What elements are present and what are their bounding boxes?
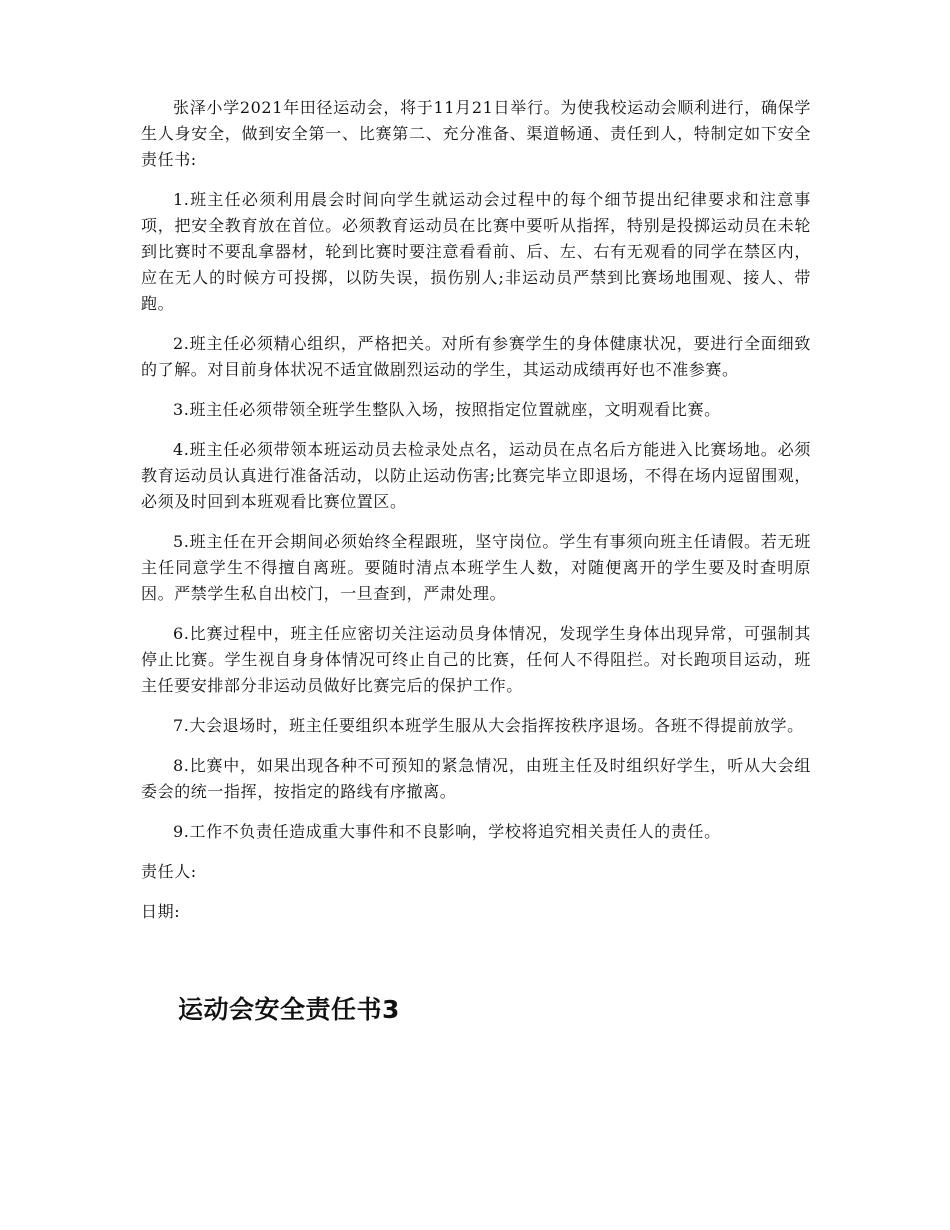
intro-paragraph: 张泽小学2021年田径运动会，将于11月21日举行。为使我校运动会顺利进行，确保学生人身安全，做到安全第一、比赛第二、充分准备、渠道畅通、责任到人，特制定如下安全责任书: — [141, 98, 811, 169]
item-7-paragraph: 7.大会退场时，班主任要组织本班学生服从大会指挥按秩序退场。各班不得提前放学。 — [173, 716, 804, 735]
document-body — [141, 95, 811, 939]
item-9-paragraph: 9.工作不负责任造成重大事件和不良影响，学校将追究相关责任人的责任。 — [173, 822, 721, 841]
date-label: 日期: — [141, 902, 181, 921]
item-4-paragraph: 4.班主任必须带领本班运动员去检录处点名，运动员在点名后方能进入比赛场地。必须教育运动员认真进行准备活动，以防止运动伤害;比赛完毕立即退场，不得在场内逗留围观，必须及时回到本班观看比赛位置区。 — [141, 440, 811, 511]
item-6-paragraph: 6.比赛过程中，班主任应密切关注运动员身体情况，发现学生身体出现异常，可强制其停止比赛。学生视自身身体情况可终止自己的比赛，任何人不得阻拦。对长跑项目运动，班主任要安排部分非运动员做好比赛完后的保护工作。 — [141, 624, 811, 695]
responsible-person-label: 责任人: — [141, 862, 197, 881]
item-5-paragraph: 5.班主任在开会期间必须始终全程跟班，坚守岗位。学生有事须向班主任请假。若无班主任同意学生不得擅自离班。要随时清点本班学生人数，对随便离开的学生要及时查明原因。严禁学生私自出校门，一旦查到，严肃处理。 — [141, 532, 811, 603]
item-1-paragraph: 1.班主任必须利用晨会时间向学生就运动会过程中的每个细节提出纪律要求和注意事项，把安全教育放在首位。必须教育运动员在比赛中要听从指挥，特别是投掷运动员在未轮到比赛时不要乱拿器材，轮到比赛时要注意看看前、后、左、右有无观看的同学在禁区内，应在无人的时候方可投掷，以防失误，损伤别人;非运动员严禁到比赛场地围观、接人、带跑。 — [141, 190, 811, 313]
item-8-paragraph: 8.比赛中，如果出现各种不可预知的紧急情况，由班主任及时组织好学生，听从大会组委会的统一指挥，按指定的路线有序撤离。 — [141, 756, 811, 801]
item-3-paragraph: 3.班主任必须带领全班学生整队入场，按照指定位置就座，文明观看比赛。 — [173, 400, 721, 419]
next-section-heading: 运动会安全责任书3 — [178, 995, 400, 1024]
item-2-paragraph: 2.班主任必须精心组织，严格把关。对所有参赛学生的身体健康状况，要进行全面细致的了解。对目前身体状况不适宜做剧烈运动的学生，其运动成绩再好也不准参赛。 — [141, 334, 811, 379]
